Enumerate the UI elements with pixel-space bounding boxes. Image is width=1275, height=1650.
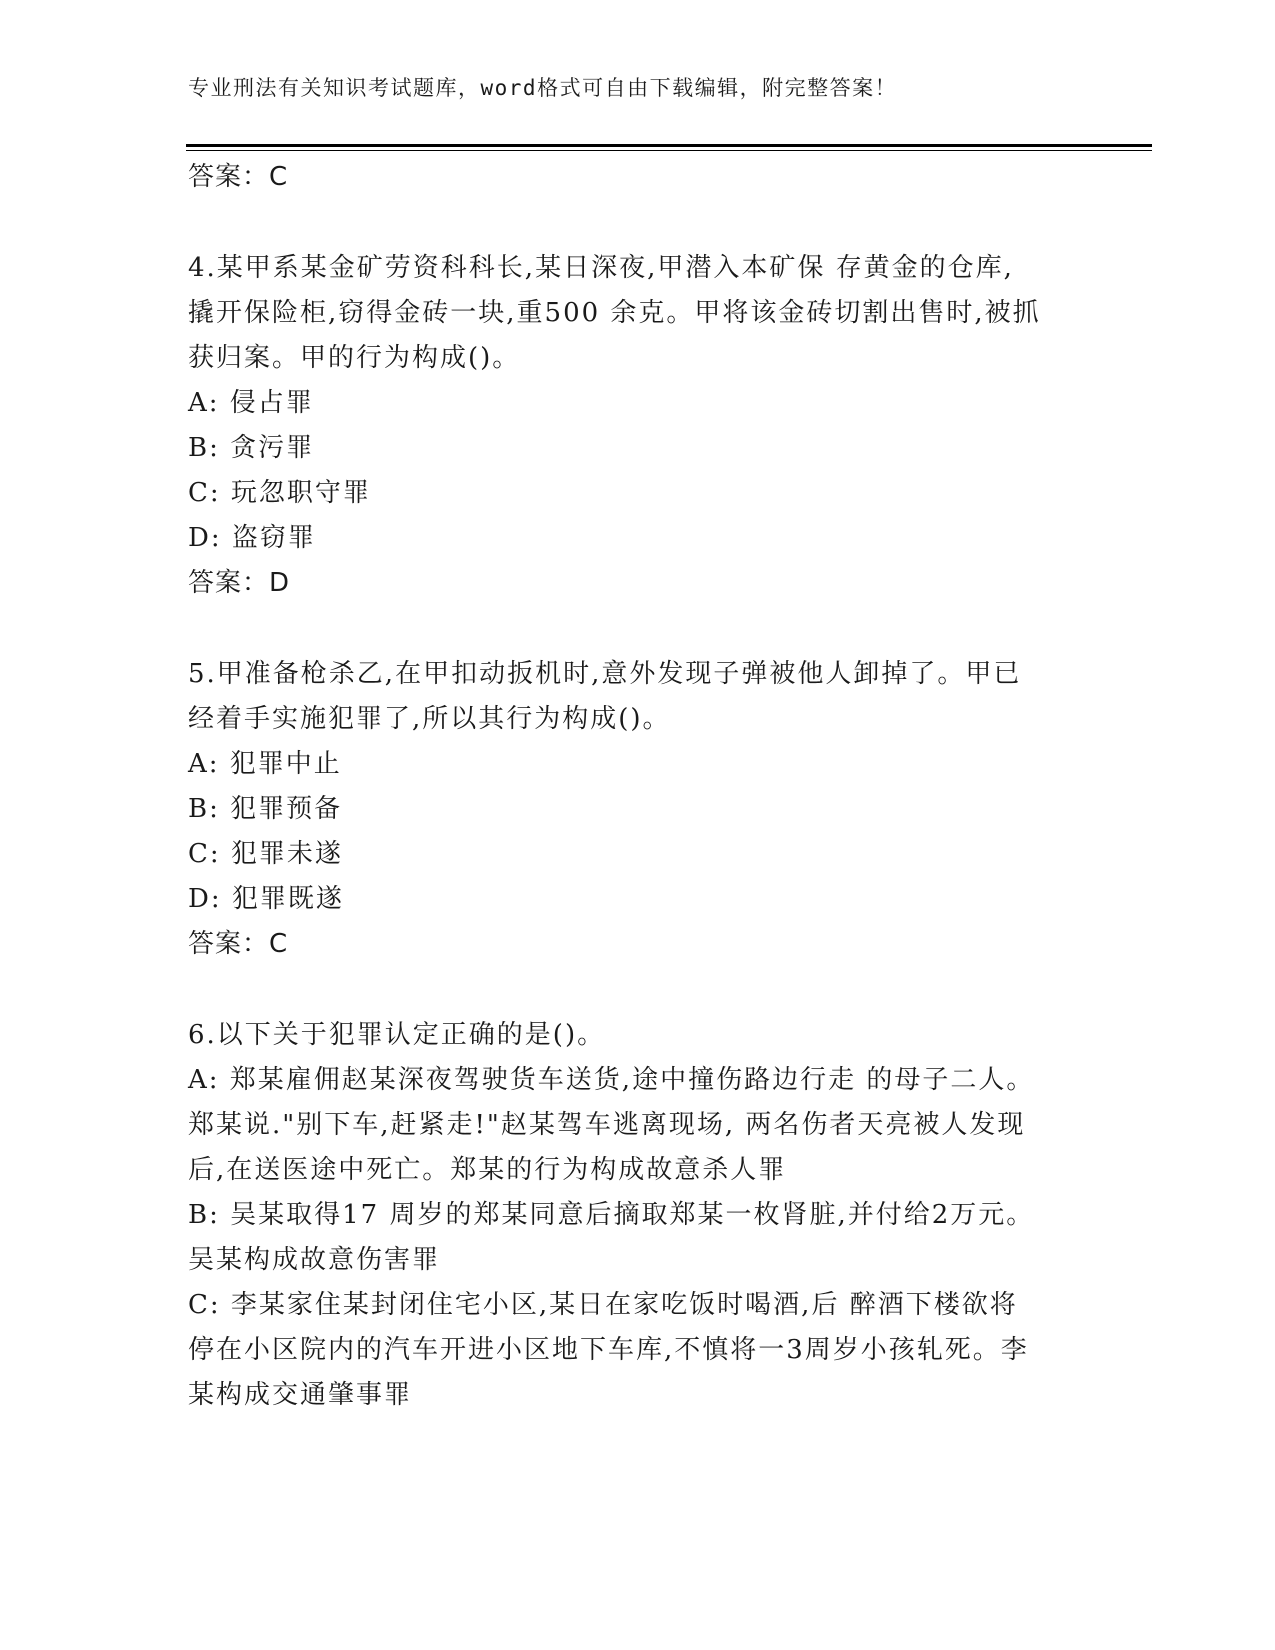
question-text-line: 4.某甲系某金矿劳资科科长,某日深夜,甲潜入本矿保 存黄金的仓库, xyxy=(188,253,1014,283)
option-b-line: 吴某构成故意伤害罪 xyxy=(188,1245,441,1275)
spacer xyxy=(188,606,1088,652)
option-c-line: 停在小区院内的汽车开进小区地下车库,不慎将一3周岁小孩轧死。李 xyxy=(188,1335,1029,1365)
question-text-line: 5.甲准备枪杀乙,在甲扣动扳机时,意外发现子弹被他人卸掉了。甲已 xyxy=(188,659,1022,689)
spacer xyxy=(188,967,1088,1013)
option-d: D: 犯罪既遂 xyxy=(188,884,344,914)
option-a: A: 犯罪中止 xyxy=(188,749,342,779)
question-text-line: 撬开保险柜,窃得金砖一块,重500 余克。甲将该金砖切割出售时,被抓 xyxy=(188,298,1041,328)
option-a-line: 后,在送医途中死亡。郑某的行为构成故意杀人罪 xyxy=(188,1155,787,1185)
answer-previous: 答案：C xyxy=(188,162,289,192)
page-header: 专业刑法有关知识考试题库，word格式可自由下载编辑，附完整答案！ xyxy=(188,76,898,100)
option-d: D: 盗窃罪 xyxy=(188,523,316,553)
option-b: B: 犯罪预备 xyxy=(188,794,343,824)
option-c-line: C: 李某家住某封闭住宅小区,某日在家吃饭时喝酒,后 醉酒下楼欲将 xyxy=(188,1290,1018,1320)
answer-q4: 答案：D xyxy=(188,568,291,598)
option-b: B: 贪污罪 xyxy=(188,433,315,463)
option-c: C: 犯罪未遂 xyxy=(188,839,343,869)
question-text-line: 经着手实施犯罪了,所以其行为构成()。 xyxy=(188,704,671,734)
spacer xyxy=(188,200,1088,246)
question-6 xyxy=(188,1013,1088,1418)
option-a-line: 郑某说."别下车,赶紧走!"赵某驾车逃离现场, 两名伤者天亮被人发现 xyxy=(188,1110,1026,1140)
option-a-line: A: 郑某雇佣赵某深夜驾驶货车送货,途中撞伤路边行走 的母子二人。 xyxy=(188,1065,1035,1095)
option-b-line: B: 吴某取得17 周岁的郑某同意后摘取郑某一枚肾脏,并付给2万元。 xyxy=(188,1200,1035,1230)
question-4 xyxy=(188,246,1088,606)
header-rule-thin xyxy=(186,150,1152,151)
header-rule-thick xyxy=(186,144,1152,147)
option-a: A: 侵占罪 xyxy=(188,388,314,418)
question-text-line: 获归案。甲的行为构成()。 xyxy=(188,343,521,373)
option-c-line: 某构成交通肇事罪 xyxy=(188,1380,413,1410)
question-text-line: 6.以下关于犯罪认定正确的是()。 xyxy=(188,1020,606,1050)
answer-q5: 答案：C xyxy=(188,929,289,959)
document-body xyxy=(188,155,1088,1418)
option-c: C: 玩忽职守罪 xyxy=(188,478,371,508)
question-5 xyxy=(188,652,1088,967)
